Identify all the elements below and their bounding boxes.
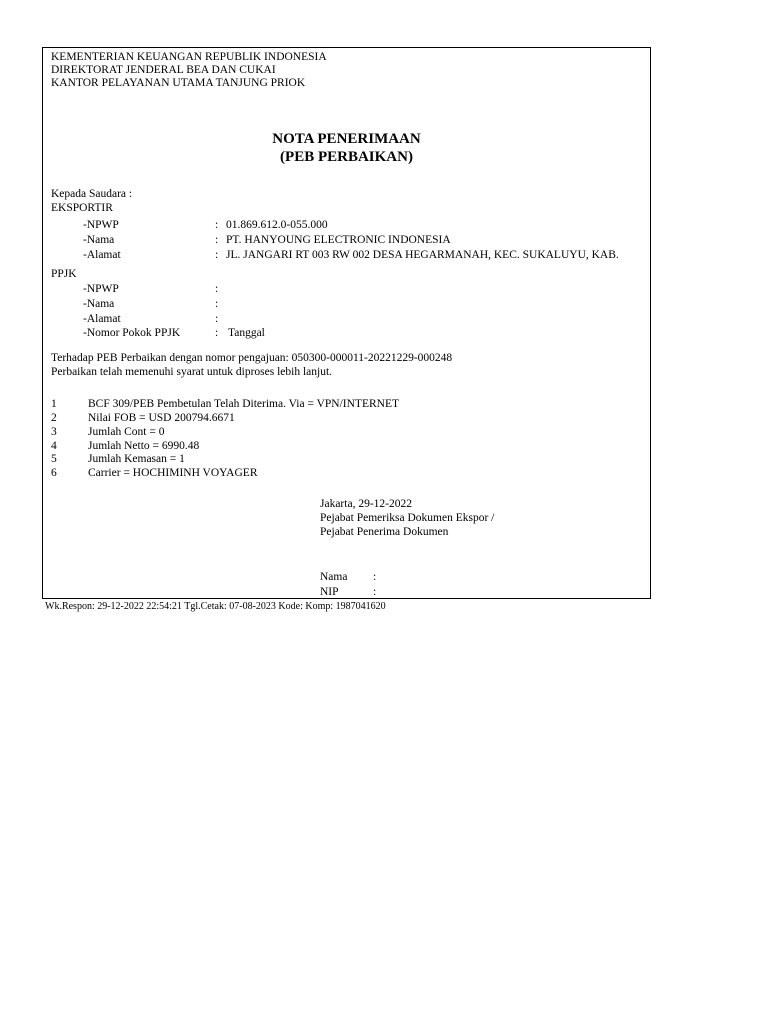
- print-footer: Wk.Respon: 29-12-2022 22:54:21 Tgl.Cetak: 07-08-2023 Kode: Komp: 1987041620: [45, 601, 386, 612]
- item-text: Jumlah Kemasan = 1: [88, 453, 185, 465]
- eksportir-alamat-colon: :: [215, 249, 219, 261]
- ppjk-nomor-pokok-colon: :: [215, 327, 219, 339]
- header-office: KANTOR PELAYANAN UTAMA TANJUNG PRIOK: [51, 77, 306, 89]
- eksportir-npwp-value: 01.869.612.0-055.000: [226, 219, 328, 231]
- ppjk-npwp-label: -NPWP: [83, 283, 119, 295]
- item-text: Jumlah Cont = 0: [88, 426, 165, 438]
- eksportir-nama-colon: :: [215, 234, 219, 246]
- eksportir-nama-label: -Nama: [83, 234, 115, 246]
- signature-place-date: Jakarta, 29-12-2022: [320, 498, 412, 510]
- signature-nama-colon: :: [373, 571, 377, 583]
- item-number: 3: [51, 426, 57, 438]
- document-title: NOTA PENERIMAAN: [272, 131, 421, 147]
- item-text: Jumlah Netto = 6990.48: [88, 440, 200, 452]
- eksportir-alamat-value: JL. JANGARI RT 003 RW 002 DESA HEGARMANAH, KEC. SUKALUYU, KAB.: [226, 249, 619, 261]
- item-number: 2: [51, 412, 57, 424]
- signature-role-1: Pejabat Pemeriksa Dokumen Ekspor /: [320, 512, 495, 524]
- item-text: Nilai FOB = USD 200794.6671: [88, 412, 235, 424]
- document-frame: [42, 47, 651, 599]
- header-directorate: DIREKTORAT JENDERAL BEA DAN CUKAI: [51, 64, 276, 76]
- document-subtitle: (PEB PERBAIKAN): [280, 149, 413, 165]
- signature-role-2: Pejabat Penerima Dokumen: [320, 526, 449, 538]
- ppjk-nama-colon: :: [215, 298, 219, 310]
- ppjk-nomor-pokok-label: -Nomor Pokok PPJK: [83, 327, 181, 339]
- signature-nip-label: NIP: [320, 586, 339, 598]
- eksportir-alamat-label: -Alamat: [83, 249, 121, 261]
- eksportir-nama-value: PT. HANYOUNG ELECTRONIC INDONESIA: [226, 234, 451, 246]
- header-ministry: KEMENTERIAN KEUANGAN REPUBLIK INDONESIA: [51, 51, 327, 63]
- eksportir-npwp-label: -NPWP: [83, 219, 119, 231]
- statement-line-2: Perbaikan telah memenuhi syarat untuk diproses lebih lanjut.: [51, 366, 333, 378]
- eksportir-npwp-colon: :: [215, 219, 219, 231]
- statement-line-1: Terhadap PEB Perbaikan dengan nomor pengajuan: 050300-000011-20221229-000248: [51, 352, 453, 364]
- signature-nama-label: Nama: [320, 571, 348, 583]
- item-number: 5: [51, 453, 57, 465]
- ppjk-label: PPJK: [51, 268, 77, 280]
- item-text: Carrier = HOCHIMINH VOYAGER: [88, 467, 258, 479]
- eksportir-label: EKSPORTIR: [51, 202, 113, 214]
- ppjk-alamat-colon: :: [215, 313, 219, 325]
- item-text: BCF 309/PEB Pembetulan Telah Diterima. Via = VPN/INTERNET: [88, 398, 399, 410]
- kepada-label: Kepada Saudara :: [51, 188, 133, 200]
- signature-nip-colon: :: [373, 586, 377, 598]
- ppjk-npwp-colon: :: [215, 283, 219, 295]
- item-number: 6: [51, 467, 57, 479]
- ppjk-tanggal-label: Tanggal: [228, 327, 265, 339]
- item-number: 4: [51, 440, 57, 452]
- ppjk-alamat-label: -Alamat: [83, 313, 121, 325]
- ppjk-nama-label: -Nama: [83, 298, 115, 310]
- item-number: 1: [51, 398, 57, 410]
